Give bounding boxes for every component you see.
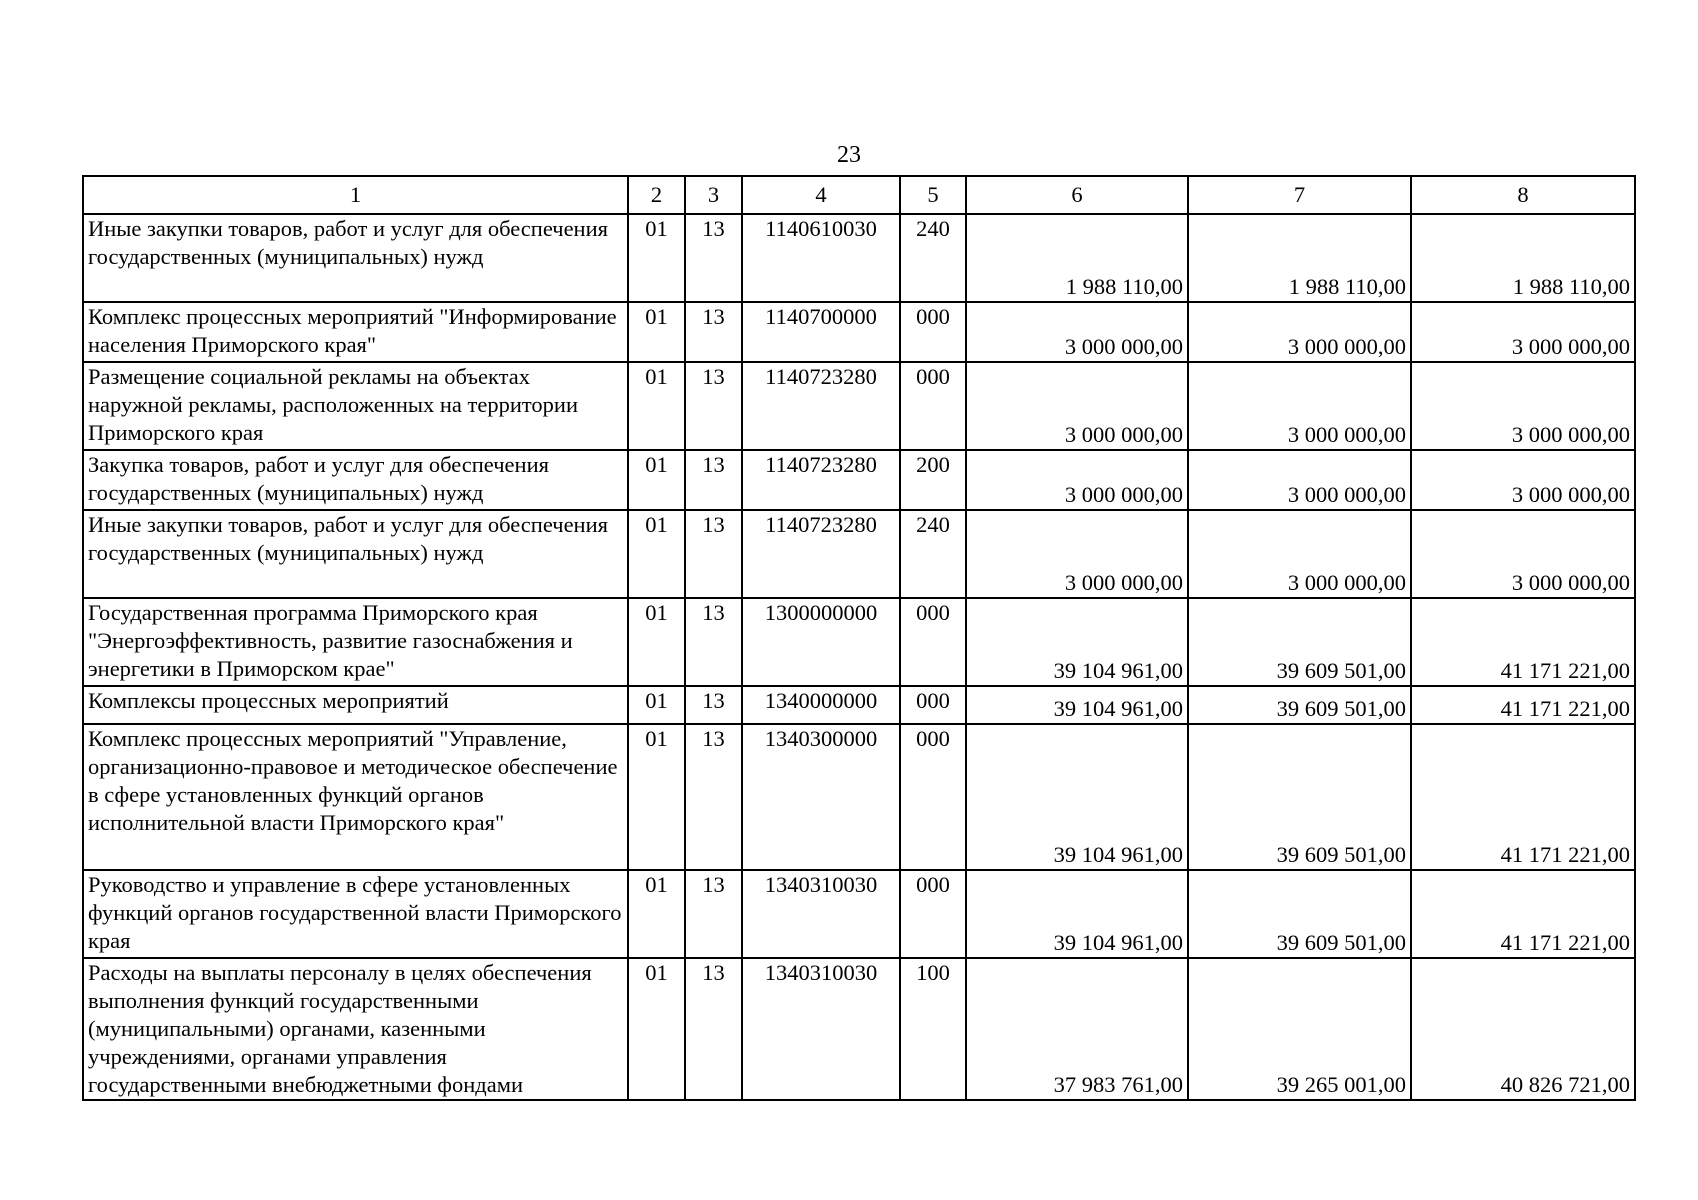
expense-type-code: 240 [900, 214, 966, 302]
budget-table [82, 175, 1636, 1101]
amount-col-7: 39 609 501,00 [1188, 870, 1411, 958]
page-number: 23 [837, 142, 861, 168]
subsection-code: 13 [685, 362, 742, 450]
expense-type-code: 000 [900, 362, 966, 450]
expense-type-code: 000 [900, 870, 966, 958]
expense-name: Комплекс процессных мероприятий "Информирование населения Приморского края" [83, 302, 628, 362]
table-row [83, 724, 1635, 870]
table-row [83, 870, 1635, 958]
column-header: 7 [1188, 176, 1411, 214]
table-row [83, 510, 1635, 598]
amount-col-8: 41 171 221,00 [1411, 870, 1635, 958]
subsection-code: 13 [685, 214, 742, 302]
table-row [83, 302, 1635, 362]
section-code: 01 [628, 450, 685, 510]
amount-col-7: 1 988 110,00 [1188, 214, 1411, 302]
expense-name: Закупка товаров, работ и услуг для обеспечения государственных (муниципальных) нужд [83, 450, 628, 510]
amount-col-7: 39 609 501,00 [1188, 686, 1411, 724]
amount-col-8: 41 171 221,00 [1411, 724, 1635, 870]
section-code: 01 [628, 302, 685, 362]
subsection-code: 13 [685, 686, 742, 724]
subsection-code: 13 [685, 870, 742, 958]
amount-col-8: 3 000 000,00 [1411, 302, 1635, 362]
subsection-code: 13 [685, 302, 742, 362]
amount-col-7: 39 609 501,00 [1188, 724, 1411, 870]
target-article-code: 1140610030 [742, 214, 900, 302]
amount-col-8: 41 171 221,00 [1411, 598, 1635, 686]
subsection-code: 13 [685, 450, 742, 510]
table-header-row [83, 176, 1635, 214]
expense-type-code: 100 [900, 958, 966, 1100]
expense-name: Комплексы процессных мероприятий [83, 686, 628, 724]
amount-col-6: 3 000 000,00 [966, 510, 1188, 598]
expense-type-code: 240 [900, 510, 966, 598]
column-header: 2 [628, 176, 685, 214]
section-code: 01 [628, 958, 685, 1100]
column-header: 5 [900, 176, 966, 214]
subsection-code: 13 [685, 958, 742, 1100]
section-code: 01 [628, 510, 685, 598]
amount-col-6: 3 000 000,00 [966, 302, 1188, 362]
section-code: 01 [628, 362, 685, 450]
target-article-code: 1340000000 [742, 686, 900, 724]
target-article-code: 1300000000 [742, 598, 900, 686]
target-article-code: 1140723280 [742, 450, 900, 510]
section-code: 01 [628, 214, 685, 302]
amount-col-7: 3 000 000,00 [1188, 510, 1411, 598]
target-article-code: 1340310030 [742, 958, 900, 1100]
section-code: 01 [628, 724, 685, 870]
amount-col-8: 1 988 110,00 [1411, 214, 1635, 302]
expense-type-code: 000 [900, 686, 966, 724]
section-code: 01 [628, 870, 685, 958]
expense-type-code: 000 [900, 724, 966, 870]
column-header: 1 [83, 176, 628, 214]
expense-name: Комплекс процессных мероприятий "Управление, организационно-правовое и методическое обеспечение в сфере установленных функций органов исполнительной власти Приморского края" [83, 724, 628, 870]
table-row [83, 450, 1635, 510]
subsection-code: 13 [685, 724, 742, 870]
target-article-code: 1140723280 [742, 510, 900, 598]
expense-name: Расходы на выплаты персоналу в целях обеспечения выполнения функций государственными (муниципальными) органами, казенными учреждениями, органами управления государственными внебюджетными фондами [83, 958, 628, 1100]
amount-col-8: 3 000 000,00 [1411, 510, 1635, 598]
section-code: 01 [628, 686, 685, 724]
amount-col-8: 3 000 000,00 [1411, 450, 1635, 510]
table-row [83, 362, 1635, 450]
amount-col-6: 1 988 110,00 [966, 214, 1188, 302]
expense-type-code: 000 [900, 598, 966, 686]
subsection-code: 13 [685, 598, 742, 686]
target-article-code: 1340310030 [742, 870, 900, 958]
amount-col-6: 3 000 000,00 [966, 450, 1188, 510]
target-article-code: 1140700000 [742, 302, 900, 362]
expense-name: Иные закупки товаров, работ и услуг для обеспечения государственных (муниципальных) нужд [83, 214, 628, 302]
amount-col-7: 39 609 501,00 [1188, 598, 1411, 686]
expense-type-code: 200 [900, 450, 966, 510]
expense-name: Руководство и управление в сфере установленных функций органов государственной власти Приморского края [83, 870, 628, 958]
amount-col-6: 37 983 761,00 [966, 958, 1188, 1100]
subsection-code: 13 [685, 510, 742, 598]
expense-name: Государственная программа Приморского края "Энергоэффективность, развитие газоснабжения и энергетики в Приморском крае" [83, 598, 628, 686]
amount-col-8: 41 171 221,00 [1411, 686, 1635, 724]
target-article-code: 1340300000 [742, 724, 900, 870]
amount-col-6: 39 104 961,00 [966, 686, 1188, 724]
column-header: 3 [685, 176, 742, 214]
amount-col-6: 3 000 000,00 [966, 362, 1188, 450]
target-article-code: 1140723280 [742, 362, 900, 450]
expense-name: Иные закупки товаров, работ и услуг для обеспечения государственных (муниципальных) нужд [83, 510, 628, 598]
expense-name: Размещение социальной рекламы на объектах наружной рекламы, расположенных на территории Приморского края [83, 362, 628, 450]
column-header: 6 [966, 176, 1188, 214]
amount-col-7: 3 000 000,00 [1188, 302, 1411, 362]
table-row [83, 598, 1635, 686]
amount-col-7: 3 000 000,00 [1188, 362, 1411, 450]
expense-type-code: 000 [900, 302, 966, 362]
column-header: 4 [742, 176, 900, 214]
amount-col-6: 39 104 961,00 [966, 724, 1188, 870]
amount-col-8: 40 826 721,00 [1411, 958, 1635, 1100]
amount-col-7: 39 265 001,00 [1188, 958, 1411, 1100]
table-row [83, 686, 1635, 724]
table-row [83, 958, 1635, 1100]
amount-col-8: 3 000 000,00 [1411, 362, 1635, 450]
section-code: 01 [628, 598, 685, 686]
amount-col-7: 3 000 000,00 [1188, 450, 1411, 510]
amount-col-6: 39 104 961,00 [966, 598, 1188, 686]
column-header: 8 [1411, 176, 1635, 214]
table-row [83, 214, 1635, 302]
amount-col-6: 39 104 961,00 [966, 870, 1188, 958]
